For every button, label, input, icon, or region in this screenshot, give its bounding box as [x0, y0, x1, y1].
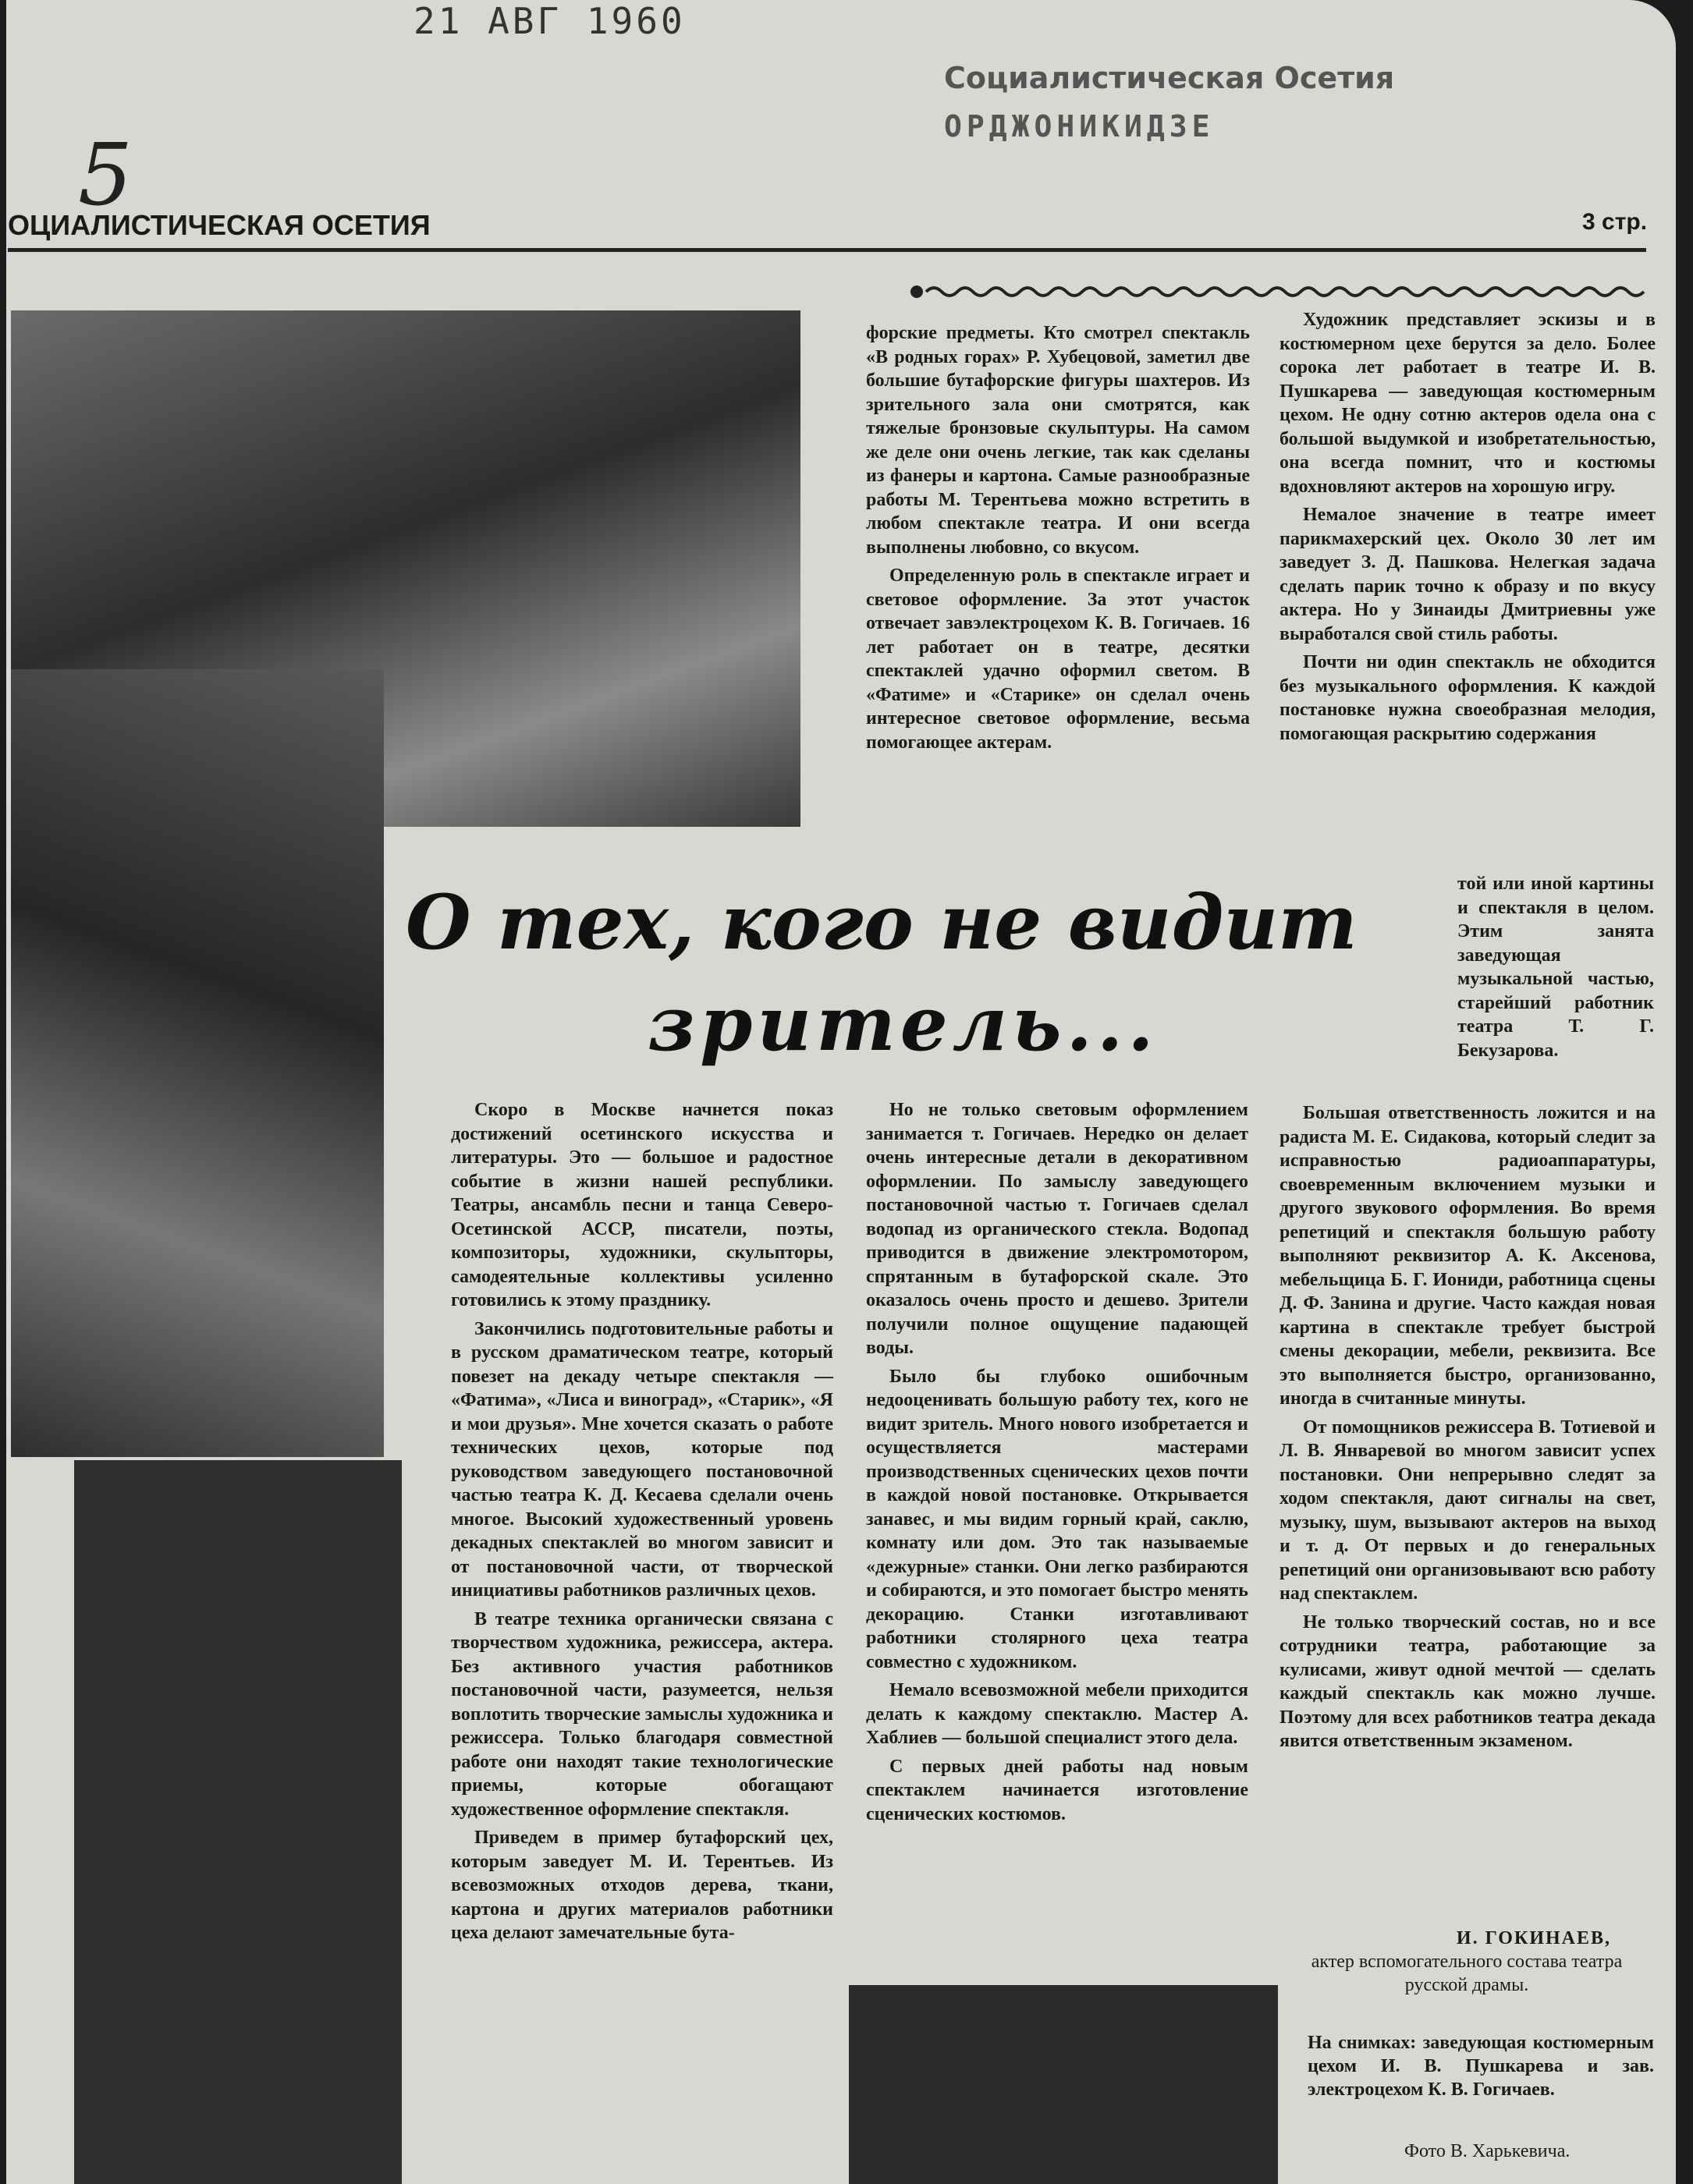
- background-dark-area: [74, 1460, 402, 2184]
- article-column-4-narrow: [1457, 872, 1654, 1067]
- wavy-divider: [909, 282, 1646, 301]
- author-name: И. ГОКИНАЕВ,: [1456, 1928, 1611, 1948]
- author-role: актер вспомогательного состава театра русской драмы.: [1311, 1952, 1623, 1995]
- paragraph: Немало всевозможной мебели приходится делать к каждому спектаклю. Мастер А. Хаблиев — большой специалист этого дела.: [866, 1680, 1248, 1748]
- paragraph: Большая ответственность ложится и на радиста М. Е. Сидакова, который следит за исправностью радиоаппаратуры, своевременным включением музыки и другого звукового оформления. Во время репетиций и спектакля большую работу выполняют реквизитор А. К. Аксенова, мебельщица Б. Г. Иониди, работница сцены Д. Ф. Занина и другие. Часто каждая новая картина в спектакле требует быстрой смены декорации, мебели, реквизита. Все это выполняется быстро, организованно, иногда в считанные минуты.: [1280, 1103, 1656, 1409]
- author-signature: [1280, 1927, 1654, 1997]
- headline-line-1: О тех, кого не видит: [406, 878, 1358, 966]
- handwritten-number: 5: [78, 125, 133, 225]
- photo-credit: Фото В. Харькевича.: [1404, 2141, 1571, 2161]
- paragraph: Но не только световым оформлением занимается т. Гогичаев. Нередко он делает очень интересные детали в декоративном оформлении. По замыслу заведующего постановочной частью т. Гогичаев сделал водопад из органического стекла. Водопад приводится в движение электромотором, спрятанным в бутафорской скале. Это оказалось очень просто и дешево. Зрители получили полное ощущение падающей воды.: [866, 1100, 1248, 1358]
- city-stamp: ОРДЖОНИКИДЗЕ: [944, 109, 1215, 144]
- paragraph: Не только творческий состав, но и все сотрудники театра, работающие за кулисами, живут одной мечтой — сделать каждый спектакль как можно лучше. Поэтому для всех работников театра декада явится ответственным экзаменом.: [1280, 1611, 1656, 1751]
- paragraph: Определенную роль в спектакле играет и световое оформление. За этот участок отвечает завэлектроцехом К. В. Гогичаев. 16 лет работает он в театре, десятки спектаклей удачно оформил светом. В «Фатиме» и «Старике» он сделал очень интересное световое оформление, весьма помогающее актерам.: [866, 566, 1250, 753]
- page-number: 3 стр.: [1582, 209, 1648, 235]
- paragraph: Немалое значение в театре имеет парикмахерский цех. Около 30 лет им заведует З. Д. Пашкова. Нелегкая задача сделать парик точно к образу и по вкусу актера. Но у Зинаиды Дмитриевны уже выработался свой стиль работы.: [1280, 505, 1656, 644]
- background-dark-area: [849, 1985, 1278, 2184]
- paragraph: С первых дней работы над новым спектаклем начинается изготовление сценических костюмов.: [866, 1756, 1248, 1824]
- article-headline: [406, 872, 1459, 1075]
- paragraph: Было бы глубоко ошибочным недооценивать большую работу тех, кого не видит зритель. Много нового изобретается и осуществляется мастерами производственных сценических цехов почти в каждой новой постановке. Открывается занавес, и мы видим горный край, саклю, комнату или дом. Это так называемые «дежурные» станки. Они легко разбираются и собираются, и это помогает быстро менять декорацию. Станки изготавливают работники столярного цеха театра совместно с художником.: [866, 1366, 1248, 1672]
- article-column-4-top: [1280, 308, 1656, 750]
- date-stamp: 21 АВГ 1960: [413, 0, 686, 42]
- article-column-3: [866, 1098, 1248, 1831]
- paragraph: В театре техника органически связана с творчеством художника, режиссера, актера. Без активного участия работников постановочной части, разумеется, нельзя воплотить творческие замыслы художника и режиссера. Только благодаря совместной работе они находят такие технологические приемы, которые обогащают художественное оформление спектакля.: [451, 1608, 833, 1820]
- article-column-1: [451, 1098, 833, 1950]
- paragraph: Скоро в Москве начнется показ достижений осетинского искусства и литературы. Это — большое и радостное событие в жизни нашей республики. Театры, ансамбль песни и танца Северо-Осетинской АССР, писатели, поэты, композиторы, художники, скульпторы, самодеятельные коллективы усиленно готовились к этому празднику.: [451, 1100, 833, 1310]
- paragraph: форские предметы. Кто смотрел спектакль «В родных горах» Р. Хубецовой, заметил две большие бутафорские фигуры шахтеров. Из зрительного зала они смотрятся, как тяжелые бронзовые скульптуры. На самом же деле они очень легкие, так как сделаны из фанеры и картона. Самые разнообразные работы М. Терентьева можно встретить в любом спектакле театра. И они всегда выполнены любовно, со вкусом.: [866, 323, 1250, 558]
- article-column-4-bottom: [1280, 1101, 1656, 1758]
- paragraph: Почти ни один спектакль не обходится без музыкального оформления. К каждой постановке нужна своеобразная мелодия, помогающая раскрытию содержания: [1280, 652, 1656, 744]
- masthead-title: ОЦИАЛИСТИЧЕСКАЯ ОСЕТИЯ: [8, 209, 431, 241]
- headline-line-2: зритель...: [648, 980, 1159, 1068]
- paragraph: той или иной картины и спектакля в целом. Этим занята заведующая музыкальной частью, старейший работник театра Т. Г. Бекузарова.: [1457, 874, 1654, 1061]
- masthead-rule: [8, 248, 1646, 252]
- newspaper-stamp: Социалистическая Осетия: [944, 61, 1395, 95]
- paragraph: Художник представляет эскизы и в костюмерном цехе берутся за дело. Более сорока лет работает в театре И. В. Пушкарева — заведующая костюмерным цехом. Не одну сотню актеров одела она с большой выдумкой и изобретательностью, она всегда помнит, что и костюмы вдохновляют актеров на хорошую игру.: [1280, 310, 1656, 497]
- paragraph: От помощников режиссера В. Тотиевой и Л. В. Январевой во многом зависит успех постановки. Они непрерывно следят за ходом спектакля, дают сигналы на свет, музыку, шум, вызывают актеров на выход и т. д. От первых и до генеральных репетиций они организовывают всю работу над спектаклем.: [1280, 1416, 1656, 1604]
- article-column-2: [866, 321, 1250, 759]
- paragraph: Закончились подготовительные работы и в русском драматическом театре, который повезет на декаду четыре спектакля — «Фатима», «Лиса и виноград», «Старик», «Я и мои друзья». Мне хочется сказать о работе технических цехов, которые под руководством заведующего постановочной частью театра К. Д. Кесаева сделали очень многое. Высокий художественный уровень декадных спектаклей во многом зависит и от постановочной части, от творческой инициативы работников различных цехов.: [451, 1318, 833, 1601]
- paragraph: Приведем в пример бутафорский цех, которым заведует М. И. Терентьев. Из всевозможных отходов дерева, ткани, картона и других материалов работники цеха делают замечательные бута-: [451, 1828, 833, 1943]
- photo-caption: На снимках: заведующая костюмерным цехом И. В. Пушкарева и зав. электроцехом К. В. Гогичаев.: [1308, 2033, 1654, 2100]
- photo-electrician: [11, 669, 384, 1457]
